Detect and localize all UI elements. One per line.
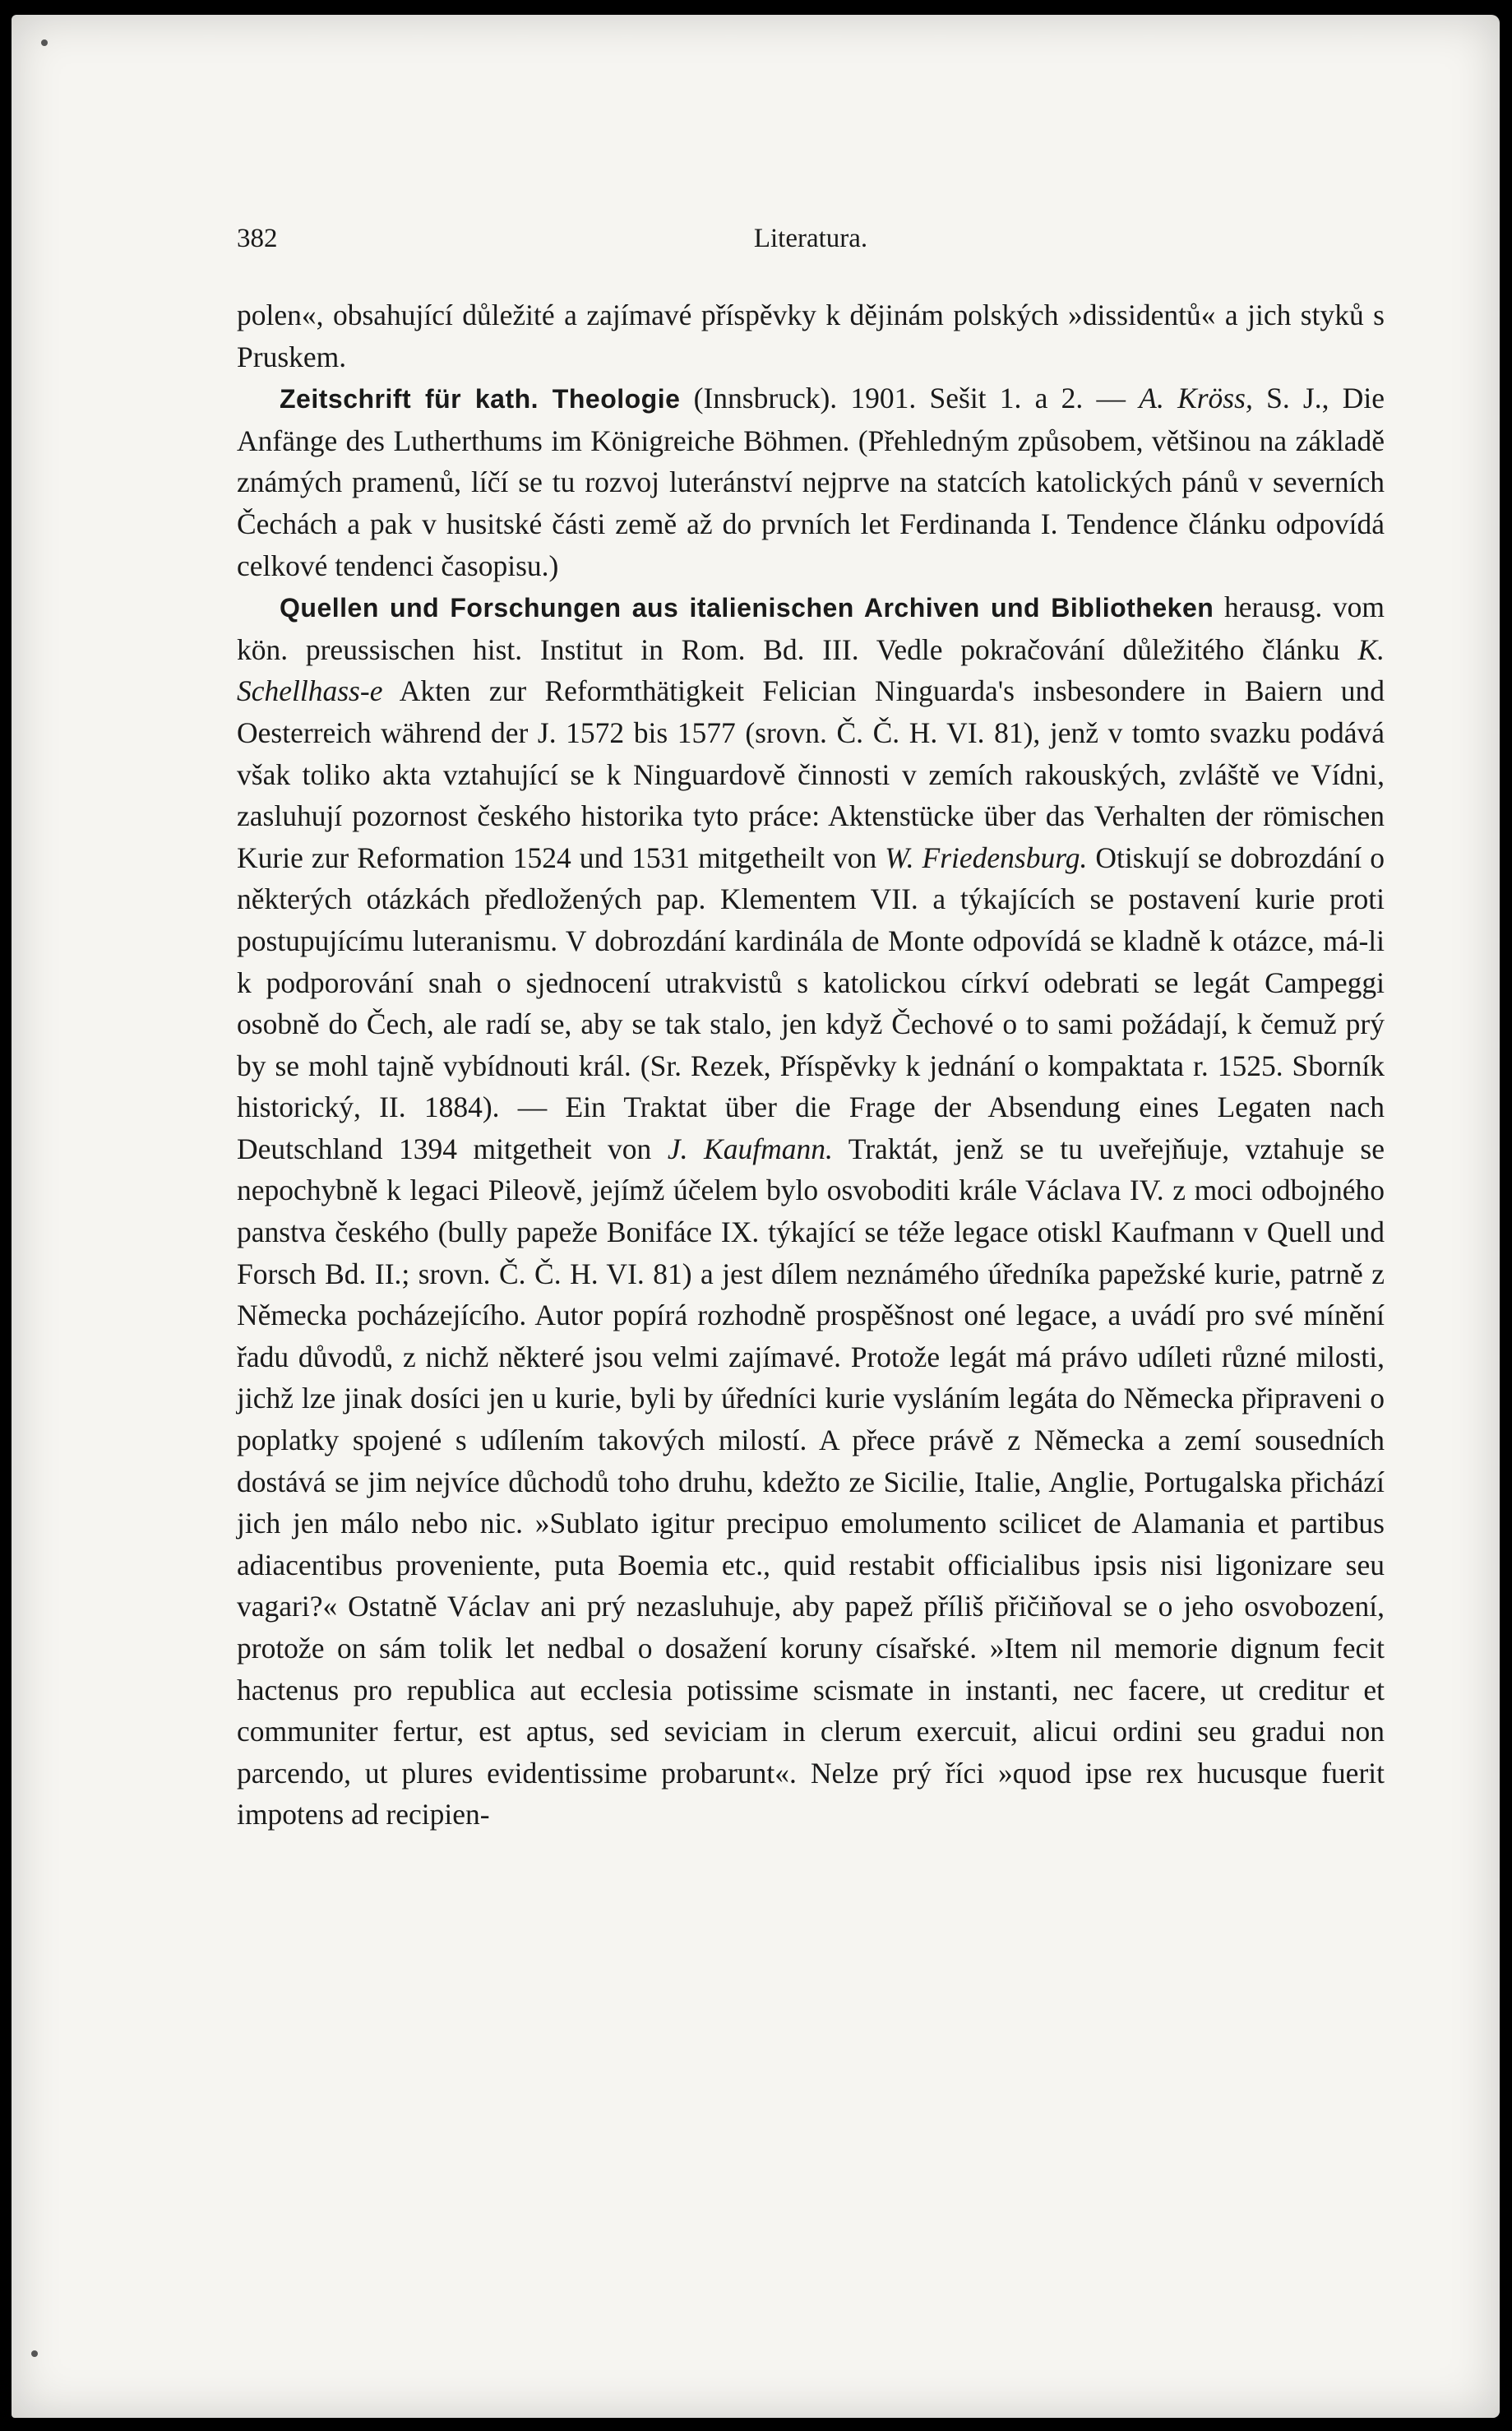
text-segment-italic: K. Schellhass-e	[237, 632, 1385, 708]
text-segment-italic: W. Friedensburg.	[885, 840, 1088, 874]
text-segment-normal: Akten zur Reformthätigkeit Felician Ninguarda's insbesondere in Baiern und Oesterreich während der J. 1572 bis 1577 (srovn. Č. Č. H. VI. 81), jenž v tomto svazku podává však toliko akta vztahující se k Ninguardově činnosti v zemích rakouských, zvláště ve Vídni, zasluhují pozornost českého historika tyto práce: Aktenstücke über das Verhalten der römischen Kurie zur Reformation 1524 und 1531 mitgetheilt von	[237, 674, 1385, 874]
paragraph-zeitschrift	[237, 377, 1385, 586]
text-segment-normal: polen«, obsahující důležité a zajímavé příspěvky k dějinám polských »dissidentů« a jich styků s Pruskem.	[237, 299, 1385, 373]
text-segment-normal: (Innsbruck). 1901. Sešit 1. a 2. —	[680, 382, 1140, 415]
scan-blemish-top	[41, 39, 48, 46]
paragraph-quellen	[237, 586, 1385, 1836]
text-segment-normal: S. J., Die Anfänge des Lutherthums im Königreiche Böhmen. (Přehledným způsobem, většinou na základě známých pramenů, líčí se tu rozvoj luteránství nejprve na statcích katolických pánů v severních Čechách a pak v husitské části země až do prvních let Ferdinanda I. Tendence článku odpovídá celkové tendenci časopisu.)	[237, 382, 1385, 582]
text-segment-bold: Quellen und Forschungen aus italienischen Archiven und Bibliotheken	[280, 593, 1214, 623]
text-segment-normal: herausg. vom kön. preussischen hist. Institut in Rom. Bd. III. Vedle pokračování důležitého článku	[237, 590, 1385, 666]
paragraph-continuation	[237, 294, 1385, 377]
text-segment-normal: Traktát, jenž se tu uveřejňuje, vztahuje se nepochybně k legaci Pileově, jejímž účelem bylo osvoboditi krále Václava IV. z moci odbojného panstva českého (bully papeže Bonifáce IX. týkající se téže legace otiskl Kaufmann v Quell und Forsch Bd. II.; srovn. Č. Č. H. VI. 81) a jest dílem neznámého úředníka papežské kurie, patrně z Německa pocházejícího. Autor popírá rozhodně prospěšnost oné legace, a uvádí pro své mínění řadu důvodů, z nichž některé jsou velmi zajímavé. Protože legát má právo udíleti různé milosti, jichž lze jinak dosíci jen u kurie, byli by úředníci kurie vysláním legáta do Německa připraveni o poplatky spojené s udílením takových milostí. A přece právě z Německa a zemí sousedních dostává se jim nejvíce důchodů toho druhu, kdežto ze Sicilie, Italie, Anglie, Portugalska přichází jich jen málo nebo nic. »Sublato igitur precipuo emolumento scilicet de Alamania et partibus adiacentibus proveniente, puta Boemia etc., quid restabit officialibus ipsis nisi ligonizare seu vagari?« Ostatně Václav ani prý nezasluhuje, aby papež příliš přičiňoval se o jeho osvobození, protože on sám tolik let nedbal o dosažení koruny císařské. »Item nil memorie dignum fecit hactenus pro republica aut ecclesia potissime scismate in instanti, nec facere, ut creditur et communiter fertur, est aptus, sed seviciam in clerum exercuit, alicui ordini seu gradui non parcendo, ut plures evidentissime probarunt«. Nelze prý říci »quod ipse rex hucusque fuerit impotens ad recipien-	[237, 1132, 1385, 1831]
book-page	[12, 15, 1500, 2418]
text-segment-normal: Otiskují se dobrozdání o některých otázkách předložených pap. Klementem VII. a týkajících se postavení kurie proti postupujícímu luteranismu. V dobrozdání kardinála de Monte odpovídá se kladně k otázce, má-li k podporování snah o sjednocení utrakvistů s katolickou církví odebrati se legát Campeggi osobně do Čech, ale radí se, aby se tak stalo, jen když Čechové o to sami požádají, k čemuž prý by se mohl tajně vybídnouti král. (Sr. Rezek, Příspěvky k jednání o kompaktata r. 1525. Sborník historický, II. 1884). — Ein Traktat über die Frage der Absendung eines Legaten nach Deutschland 1394 mitgetheit von	[237, 840, 1385, 1165]
page-number: 382	[237, 224, 278, 253]
running-head	[237, 212, 1385, 262]
text-segment-italic: A. Kröss,	[1139, 382, 1253, 415]
text-segment-bold: Zeitschrift für kath. Theologie	[280, 384, 681, 414]
text-segment-italic: J. Kaufmann.	[667, 1132, 833, 1165]
text-block	[237, 212, 1385, 1836]
section-title: Literatura.	[753, 224, 868, 253]
scan-blemish-bottom	[31, 2350, 38, 2357]
